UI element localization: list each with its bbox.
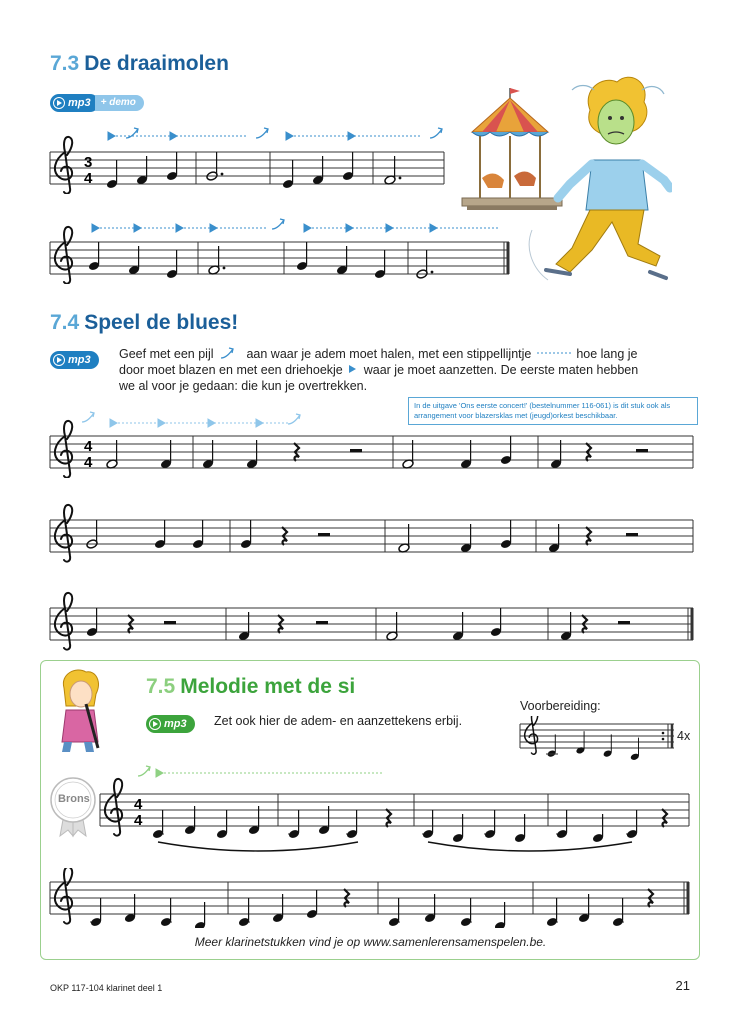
treble-clef-icon (55, 137, 72, 194)
mp3-badge[interactable] (50, 351, 99, 369)
slur (158, 842, 358, 851)
page-number: 21 (675, 978, 690, 993)
preparation-label: Voorbereiding: (520, 699, 601, 713)
time-sig-bottom: 4 (134, 812, 143, 829)
breath-arrow-icon (217, 346, 243, 360)
dotted-line-icon (535, 349, 573, 357)
staff-7-3-line-2 (48, 212, 513, 284)
arrangement-note: In de uitgave 'Ons eerste concert!' (bestelnummer 116-061) is dit stuk ook als arrangement voor blazersklas met (jeugd)orkest beschikbaar. (408, 397, 698, 425)
section-7-5-instruction: Zet ook hier de adem- en aanzettekens erbij. (214, 714, 463, 728)
slur (428, 842, 632, 851)
section-7-5-heading (146, 675, 355, 699)
section-7-3-heading (50, 52, 229, 76)
treble-clef-icon (55, 868, 72, 924)
section-number: 7.4 (50, 311, 80, 334)
treble-clef-icon (105, 779, 122, 836)
staff-7-4-line-3 (48, 590, 698, 662)
breath-marks (82, 412, 300, 427)
section-7-4-instructions (119, 346, 639, 394)
section-number: 7.3 (50, 52, 80, 75)
dizzy-boy-image (529, 77, 670, 280)
staff-7-4-line-2 (48, 498, 698, 570)
breath-marks (108, 128, 442, 140)
staff-7-3-line-1 (48, 122, 448, 194)
medal-label: Brons (58, 793, 90, 805)
section-number: 7.5 (146, 675, 176, 698)
mp3-label: mp3 (164, 718, 187, 730)
staff-7-5-line-2 (48, 868, 693, 928)
instruction-part-4: waar je moet aanzetten. De eerste maten hebben we al voor je gedaan: die kun je overtrekken. (119, 363, 639, 393)
mp3-label: mp3 (68, 97, 91, 109)
section-title: De draaimolen (84, 52, 229, 75)
carousel-image (462, 88, 562, 210)
mp3-badge[interactable] (146, 715, 195, 733)
time-sig-bottom: 4 (84, 454, 93, 471)
treble-clef-icon (55, 505, 72, 562)
instruction-part-2: aan waar je adem moet halen, met een stippellijntje (246, 347, 532, 361)
time-sig-top: 4 (134, 796, 143, 813)
mp3-demo-badge[interactable] (50, 94, 144, 112)
breath-marks (92, 219, 498, 232)
time-sig-top: 3 (84, 154, 93, 171)
carousel-dizzy-boy-illustration (452, 60, 672, 298)
play-icon (149, 718, 161, 730)
demo-label: + demo (95, 95, 144, 111)
section-title: Melodie met de si (180, 675, 356, 698)
girl-clarinet-illustration (50, 666, 110, 752)
bronze-medal-icon (46, 776, 100, 838)
treble-clef-icon (55, 227, 72, 284)
instruction-part-1: Geef met een pijl (119, 347, 214, 361)
section-7-4-heading (50, 311, 238, 335)
treble-clef-icon (55, 593, 72, 650)
play-icon (53, 97, 65, 109)
play-icon (53, 354, 65, 366)
treble-clef-icon (55, 421, 72, 478)
staff-7-4-line-1 (48, 406, 698, 478)
staff-7-5-line-1 (98, 756, 693, 852)
mp3-label: mp3 (68, 354, 91, 366)
publication-code: OKP 117-104 klarinet deel 1 (50, 983, 163, 993)
breath-marks (138, 766, 382, 777)
more-pieces-note: Meer klarinetstukken vind je op www.samenlerensamenspelen.be. (194, 935, 547, 949)
time-sig-bottom: 4 (84, 170, 93, 187)
time-sig-top: 4 (84, 438, 93, 455)
triangle-icon (346, 364, 360, 374)
section-title: Speel de blues! (84, 311, 239, 334)
repeat-count: 4x (677, 729, 691, 743)
instruction-part-3: hoe lang je door moet blazen en met een driehoekje (119, 347, 638, 377)
